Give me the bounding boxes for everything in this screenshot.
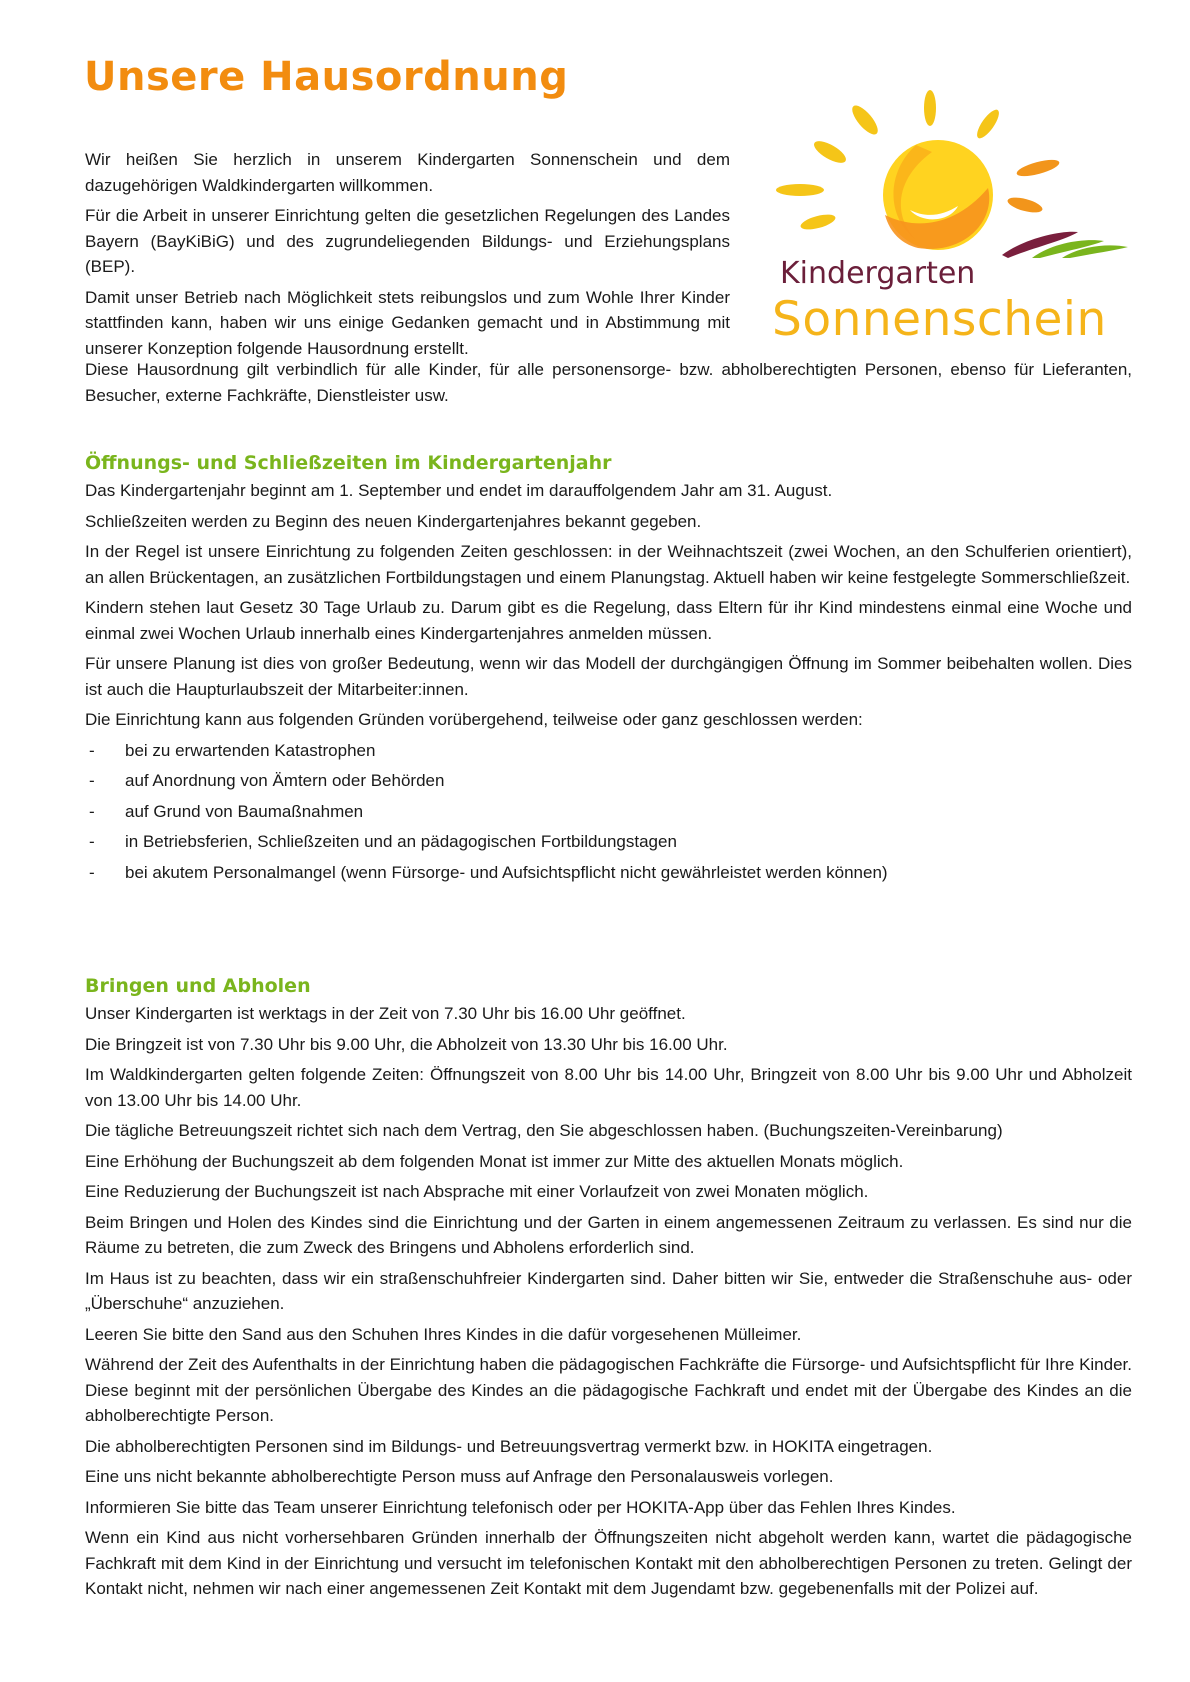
section-heading: Öffnungs- und Schließzeiten im Kindergartenjahr xyxy=(85,452,612,474)
paragraph: Beim Bringen und Holen des Kindes sind die Einrichtung und der Garten in einem angemessenen Zeitraum zu verlassen. Es sind nur die Räume zu betreten, die zum Zweck des Bringens und Abholens erforderlich sind. xyxy=(85,1212,1132,1257)
logo-text-sonnenschein: Sonnenschein xyxy=(772,292,1107,347)
dash-bullet-icon: - xyxy=(89,740,95,760)
paragraph: Das Kindergartenjahr beginnt am 1. September und endet im darauffolgendem Jahr am 31. August. xyxy=(85,481,833,500)
intro-paragraph: Für die Arbeit in unserer Einrichtung gelten die gesetzlichen Regelungen des Landes Bayern (BayKiBiG) und des zugrundeliegenden Bildungs- und Erziehungsplans (BEP). xyxy=(85,206,730,276)
dash-bullet-icon: - xyxy=(89,832,95,851)
paragraph: Informieren Sie bitte das Team unserer Einrichtung telefonisch oder per HOKITA-App über das Fehlen Ihres Kindes. xyxy=(85,1497,956,1517)
paragraph: In der Regel ist unsere Einrichtung zu folgenden Zeiten geschlossen: in der Weihnachtszeit (zwei Wochen, an den Schulferien orientiert), an allen Brückentagen, an zusätzlichen Fortbildungstagen und einem Planungstag. Aktuell haben wir keine festgelegte Sommerschließzeit. xyxy=(85,542,1132,587)
paragraph: Unser Kindergarten ist werktags in der Zeit von 7.30 Uhr bis 16.00 Uhr geöffnet. xyxy=(85,1004,686,1023)
page-title: Unsere Hausordnung xyxy=(84,54,569,100)
paragraph: Die Bringzeit ist von 7.30 Uhr bis 9.00 Uhr, die Abholzeit von 13.30 Uhr bis 16.00 Uhr. xyxy=(85,1034,728,1054)
section-opening-hours xyxy=(85,452,1132,890)
logo-text-kindergarten: Kindergarten xyxy=(780,256,976,291)
paragraph: Während der Zeit des Aufenthalts in der Einrichtung haben die pädagogischen Fachkräfte die Fürsorge- und Aufsichtspflicht für Ihre Kinder. Diese beginnt mit der persönlichen Übergabe des Kindes an die pädagogische Fachkraft und endet mit der Übergabe des Kindes an die abholberechtigte Person. xyxy=(85,1355,1132,1425)
paragraph: Im Haus ist zu beachten, dass wir ein straßenschuhfreier Kindergarten sind. Daher bitten wir Sie, entweder die Straßenschuhe aus- oder „Überschuhe“ anzuziehen. xyxy=(85,1268,1132,1313)
paragraph: Für unsere Planung ist dies von großer Bedeutung, wenn wir das Modell der durchgängigen Öffnung im Sommer beibehalten wollen. Dies ist auch die Haupturlaubszeit der Mitarbeiter:innen. xyxy=(85,654,1132,699)
list-item: - auf Anordnung von Ämtern oder Behörden xyxy=(85,768,1132,794)
paragraph: Eine Erhöhung der Buchungszeit ab dem folgenden Monat ist immer zur Mitte des aktuellen Monats möglich. xyxy=(85,1151,904,1171)
paragraph: Die tägliche Betreuungszeit richtet sich nach dem Vertrag, den Sie abgeschlossen haben. (Buchungszeiten-Vereinbarung) xyxy=(85,1121,1003,1140)
paragraph: Eine Reduzierung der Buchungszeit ist nach Absprache mit einer Vorlaufzeit von zwei Monaten möglich. xyxy=(85,1182,869,1201)
paragraph: Die Einrichtung kann aus folgenden Gründen vorübergehend, teilweise oder ganz geschlossen werden: xyxy=(85,710,863,729)
scope-paragraph: Diese Hausordnung gilt verbindlich für alle Kinder, für alle personensorge- bzw. abholberechtigten Personen, ebenso für Lieferanten, Besucher, externe Fachkräfte, Dienstleister usw. xyxy=(85,360,1132,405)
paragraph: Leeren Sie bitte den Sand aus den Schuhen Ihres Kindes in die dafür vorgesehenen Mülleimer. xyxy=(85,1324,802,1344)
list-item: - in Betriebsferien, Schließzeiten und an pädagogischen Fortbildungstagen xyxy=(85,829,1132,855)
dash-bullet-icon: - xyxy=(89,801,95,821)
closure-reasons-list xyxy=(85,738,1132,886)
list-item: - bei akutem Personalmangel (wenn Fürsorge- und Aufsichtspflicht nicht gewährleistet werden können) xyxy=(85,860,1132,886)
paragraph: Die abholberechtigten Personen sind im Bildungs- und Betreuungsvertrag vermerkt bzw. in HOKITA eingetragen. xyxy=(85,1436,933,1456)
dash-bullet-icon: - xyxy=(89,771,95,790)
list-item: - auf Grund von Baumaßnahmen xyxy=(85,799,1132,825)
list-item: - bei zu erwartenden Katastrophen xyxy=(85,738,1132,764)
intro-paragraph: Damit unser Betrieb nach Möglichkeit stets reibungslos und zum Wohle Ihrer Kinder stattfinden kann, haben wir uns einige Gedanken gemacht und in Abstimmung mit unserer Konzeption folgende Hausordnung erstellt. xyxy=(85,287,730,358)
intro-section xyxy=(85,147,730,366)
dash-bullet-icon: - xyxy=(89,862,95,882)
section-heading: Bringen und Abholen xyxy=(85,975,311,997)
paragraph: Im Waldkindergarten gelten folgende Zeiten: Öffnungszeit von 8.00 Uhr bis 14.00 Uhr, Bringzeit von 8.00 Uhr bis 9.00 Uhr und Abholzeit von 13.00 Uhr bis 14.00 Uhr. xyxy=(85,1065,1132,1110)
section-drop-off-pick-up xyxy=(85,975,1132,1607)
paragraph: Kindern stehen laut Gesetz 30 Tage Urlaub zu. Darum gibt es die Regelung, dass Eltern für ihr Kind mindestens einmal eine Woche und einmal zwei Wochen Urlaub innerhalb eines Kindergartenjahres anmelden müssen. xyxy=(85,598,1132,643)
intro-paragraph: Wir heißen Sie herzlich in unserem Kindergarten Sonnenschein und dem dazugehörigen Waldkindergarten willkommen. xyxy=(85,150,730,195)
paragraph: Wenn ein Kind aus nicht vorhersehbaren Gründen innerhalb der Öffnungszeiten nicht abgeholt werden kann, wartet die pädagogische Fachkraft mit dem Kind in der Einrichtung und versucht im telefonischen Kontakt mit den abholberechtigen Personen zu treten. Gelingt der Kontakt nicht, nehmen wir nach einer angemessenen Zeit Kontakt mit dem Jugendamt bzw. gegebenenfalls mit der Polizei auf. xyxy=(85,1528,1132,1598)
paragraph: Eine uns nicht bekannte abholberechtigte Person muss auf Anfrage den Personalausweis vorlegen. xyxy=(85,1467,834,1486)
sun-logo-icon xyxy=(770,90,1140,258)
scope-section xyxy=(85,357,1132,413)
paragraph: Schließzeiten werden zu Beginn des neuen Kindergartenjahres bekannt gegeben. xyxy=(85,511,702,531)
